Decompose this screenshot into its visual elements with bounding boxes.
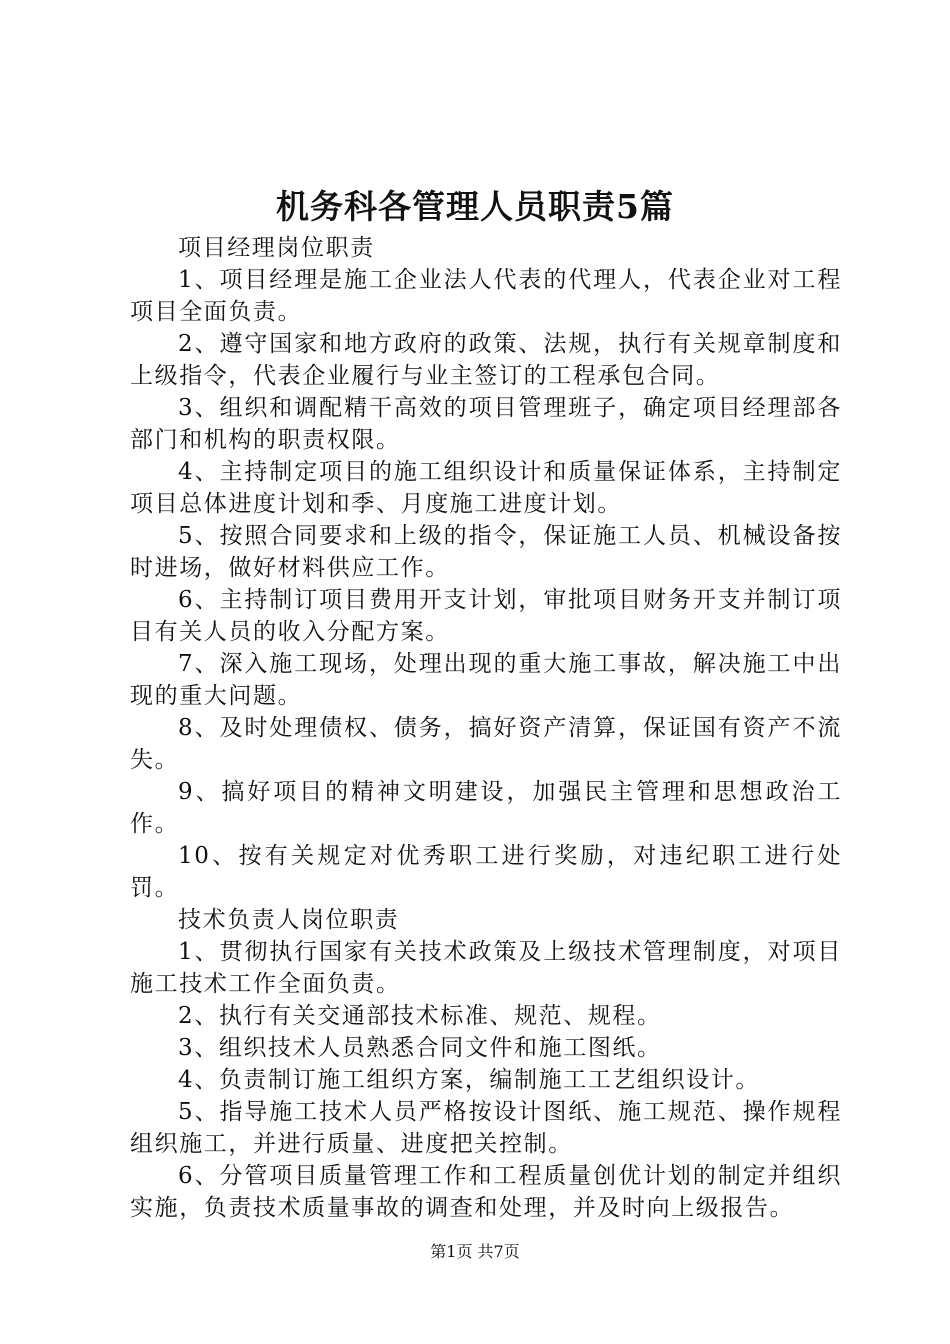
paragraph: 4、负责制订施工组织方案，编制施工工艺组织设计。 <box>178 1067 761 1093</box>
paragraph: 3、组织技术人员熟悉合同文件和施工图纸。 <box>178 1035 662 1061</box>
paragraph: 1、项目经理是施工企业法人代表的代理人，代表企业对工程项目全面负责。 <box>130 267 842 325</box>
paragraph: 2、执行有关交通部技术标准、规范、规程。 <box>178 1003 662 1029</box>
paragraph: 1、贯彻执行国家有关技术政策及上级技术管理制度，对项目施工技术工作全面负责。 <box>130 939 842 997</box>
paragraph: 8、及时处理债权、债务，搞好资产清算，保证国有资产不流失。 <box>130 715 842 773</box>
paragraph: 6、主持制订项目费用开支计划，审批项目财务开支并制订项目有关人员的收入分配方案。 <box>130 587 842 645</box>
paragraph: 4、主持制定项目的施工组织设计和质量保证体系，主持制定项目总体进度计划和季、月度施工进度计划。 <box>130 459 842 517</box>
paragraph: 3、组织和调配精干高效的项目管理班子，确定项目经理部各部门和机构的职责权限。 <box>130 395 842 453</box>
section-heading-project-manager: 项目经理岗位职责 <box>178 235 375 261</box>
section-heading-technical-lead: 技术负责人岗位职责 <box>178 907 400 933</box>
paragraph: 5、按照合同要求和上级的指令，保证施工人员、机械设备按时进场，做好材料供应工作。 <box>130 523 842 581</box>
document-title: 机务科各管理人员职责5篇 <box>276 187 674 226</box>
paragraph: 5、指导施工技术人员严格按设计图纸、施工规范、操作规程组织施工，并进行质量、进度把关控制。 <box>130 1099 842 1157</box>
paragraph: 7、深入施工现场，处理出现的重大施工事故，解决施工中出现的重大问题。 <box>130 651 842 709</box>
document-body <box>130 232 842 1224</box>
paragraph: 10、按有关规定对优秀职工进行奖励，对违纪职工进行处罚。 <box>130 843 842 901</box>
page-footer: 第1页 共7页 <box>430 1242 520 1261</box>
paragraph: 6、分管项目质量管理工作和工程质量创优计划的制定并组织实施，负责技术质量事故的调查和处理，并及时向上级报告。 <box>130 1163 842 1221</box>
paragraph: 2、遵守国家和地方政府的政策、法规，执行有关规章制度和上级指令，代表企业履行与业主签订的工程承包合同。 <box>130 331 842 389</box>
paragraph: 9、搞好项目的精神文明建设，加强民主管理和思想政治工作。 <box>130 779 842 837</box>
